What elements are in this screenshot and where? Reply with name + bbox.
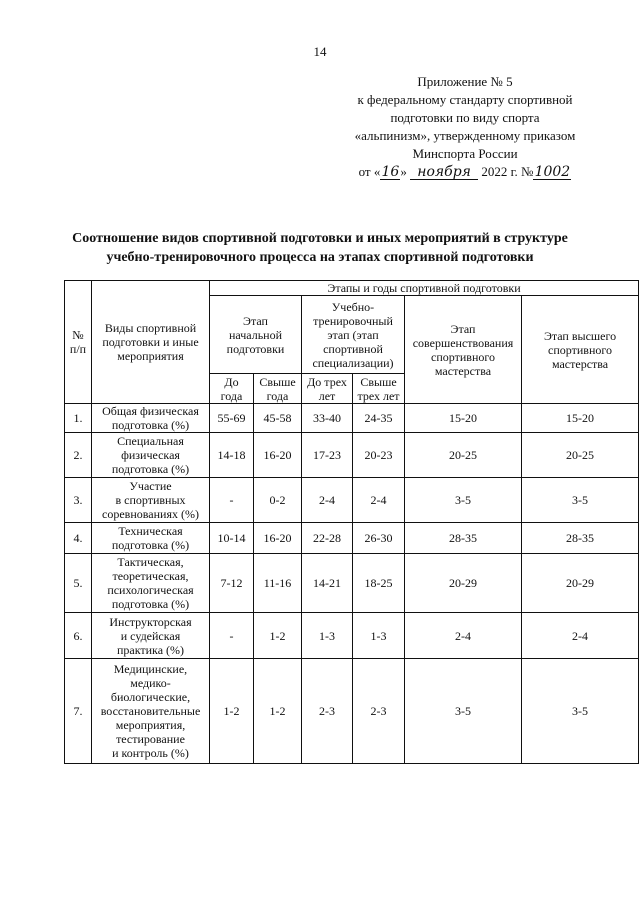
row-activity: Медицинские, медико- биологические, восстановительные мероприятия, тестирование и контроль (%) [92, 659, 210, 764]
date-prefix: от « [358, 164, 381, 179]
cell-value: 14-21 [302, 554, 353, 613]
appendix-line: Приложение № 5 [417, 74, 513, 89]
row-activity: Техническая подготовка (%) [92, 523, 210, 554]
appendix-line: «альпинизм», утвержденному приказом [354, 128, 576, 143]
table-row [65, 659, 639, 764]
row-num: 5. [65, 554, 92, 613]
header-num: № п/п [65, 281, 92, 404]
header-sub-over-three-years: Свыше трех лет [353, 374, 405, 404]
cell-value: 26-30 [353, 523, 405, 554]
cell-value: 20-25 [522, 433, 639, 478]
row-activity: Специальная физическая подготовка (%) [92, 433, 210, 478]
header-activity-type: Виды спортивной подготовки и иные мероприятия [92, 281, 210, 404]
order-date-line [320, 163, 610, 181]
cell-value: 1-3 [353, 613, 405, 659]
cell-value: 2-4 [405, 613, 522, 659]
header-stage-improvement: Этап совершенствования спортивного мастерства [405, 296, 522, 404]
row-activity: Общая физическая подготовка (%) [92, 404, 210, 433]
cell-value: 20-25 [405, 433, 522, 478]
cell-value: 15-20 [405, 404, 522, 433]
row-activity: Инструкторская и судейская практика (%) [92, 613, 210, 659]
row-num: 3. [65, 478, 92, 523]
date-day: 16 [381, 164, 400, 180]
page-number: 14 [313, 44, 327, 59]
row-num: 4. [65, 523, 92, 554]
cell-value: 3-5 [405, 478, 522, 523]
cell-value: 7-12 [210, 554, 254, 613]
cell-value: - [210, 478, 254, 523]
row-num: 6. [65, 613, 92, 659]
header-sub-over-year: Свыше года [254, 374, 302, 404]
cell-value: 24-35 [353, 404, 405, 433]
table-row [65, 613, 639, 659]
cell-value: 1-3 [302, 613, 353, 659]
cell-value: 22-28 [302, 523, 353, 554]
order-number: 1002 [534, 164, 571, 180]
cell-value: - [210, 613, 254, 659]
cell-value: 11-16 [254, 554, 302, 613]
cell-value: 1-2 [210, 659, 254, 764]
cell-value: 28-35 [522, 523, 639, 554]
cell-value: 3-5 [405, 659, 522, 764]
cell-value: 18-25 [353, 554, 405, 613]
cell-value: 20-29 [405, 554, 522, 613]
cell-value: 0-2 [254, 478, 302, 523]
cell-value: 45-58 [254, 404, 302, 433]
table-row [65, 433, 639, 478]
cell-value: 14-18 [210, 433, 254, 478]
cell-value: 1-2 [254, 659, 302, 764]
header-sub-up-to-three-years: До трех лет [302, 374, 353, 404]
row-activity: Участие в спортивных соревнованиях (%) [92, 478, 210, 523]
header-sub-up-to-year: До года [210, 374, 254, 404]
cell-value: 10-14 [210, 523, 254, 554]
cell-value: 20-23 [353, 433, 405, 478]
header-stage-training: Учебно- тренировочный этап (этап спортивной специализации) [302, 296, 405, 374]
cell-value: 20-29 [522, 554, 639, 613]
title-line: учебно-тренировочного процесса на этапах спортивной подготовки [106, 250, 534, 265]
row-num: 2. [65, 433, 92, 478]
table-row [65, 478, 639, 523]
appendix-line: к федеральному стандарту спортивной [357, 92, 573, 107]
training-ratio-table [64, 280, 639, 764]
cell-value: 28-35 [405, 523, 522, 554]
date-quote-close: » [400, 164, 407, 179]
cell-value: 16-20 [254, 433, 302, 478]
appendix-line: Минспорта России [412, 146, 518, 161]
cell-value: 2-4 [302, 478, 353, 523]
header-stage-initial: Этап начальной подготовки [210, 296, 302, 374]
cell-value: 2-4 [522, 613, 639, 659]
row-num: 1. [65, 404, 92, 433]
table-row [65, 404, 639, 433]
row-activity: Тактическая, теоретическая, психологическая подготовка (%) [92, 554, 210, 613]
title-line: Соотношение видов спортивной подготовки и иных мероприятий в структуре [72, 231, 568, 246]
cell-value: 3-5 [522, 659, 639, 764]
header-stages-years: Этапы и годы спортивной подготовки [210, 281, 639, 296]
cell-value: 2-3 [302, 659, 353, 764]
cell-value: 33-40 [302, 404, 353, 433]
document-title [30, 229, 610, 267]
cell-value: 3-5 [522, 478, 639, 523]
cell-value: 15-20 [522, 404, 639, 433]
cell-value: 55-69 [210, 404, 254, 433]
cell-value: 16-20 [254, 523, 302, 554]
header-stage-highest: Этап высшего спортивного мастерства [522, 296, 639, 404]
cell-value: 1-2 [254, 613, 302, 659]
cell-value: 17-23 [302, 433, 353, 478]
table-row [65, 523, 639, 554]
table-row [65, 554, 639, 613]
cell-value: 2-4 [353, 478, 405, 523]
date-month: ноября [410, 165, 478, 180]
date-year: 2022 г. № [481, 164, 534, 179]
appendix-block [320, 73, 610, 181]
cell-value: 2-3 [353, 659, 405, 764]
appendix-line: подготовки по виду спорта [390, 110, 540, 125]
row-num: 7. [65, 659, 92, 764]
